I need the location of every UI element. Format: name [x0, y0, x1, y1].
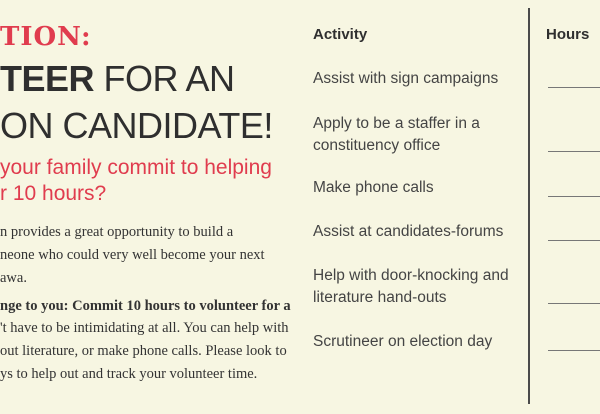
- activity-item: Make phone calls: [313, 179, 434, 196]
- activity-item: Assist at candidates-forums: [313, 223, 504, 240]
- body-line: out literature, or make phone calls. Please look to: [0, 343, 287, 359]
- subheading-line-1: your family commit to helping: [0, 156, 272, 179]
- headline-rest: FOR AN: [94, 58, 235, 99]
- subheading-line-2: r 10 hours?: [0, 182, 107, 205]
- activity-item: Apply to be a staffer in a constituency office: [313, 115, 480, 154]
- headline-line-2: ON CANDIDATE!: [0, 105, 273, 146]
- activity-item: Assist with sign campaigns: [313, 70, 499, 87]
- hours-blank-line[interactable]: [548, 87, 600, 88]
- activity-item: Scrutineer on election day: [313, 333, 493, 350]
- body-line: neone who could very well become your next: [0, 247, 265, 263]
- challenge-line: nge to you: Commit 10 hours to volunteer for a: [0, 298, 291, 314]
- hours-blank-line[interactable]: [548, 196, 600, 197]
- hours-blank-line[interactable]: [548, 303, 600, 304]
- activity-column-header: Activity: [313, 26, 368, 43]
- headline-line-1: [0, 58, 235, 100]
- body-line: awa.: [0, 270, 27, 286]
- body-line: ys to help out and track your volunteer time.: [0, 366, 258, 382]
- body-line: 't have to be intimidating at all. You can help with: [0, 320, 289, 336]
- activity-item: Help with door-knocking and literature hand-outs: [313, 267, 509, 306]
- body-line: n provides a great opportunity to build a: [0, 224, 234, 240]
- hours-blank-line[interactable]: [548, 350, 600, 351]
- hours-blank-line[interactable]: [548, 240, 600, 241]
- column-divider: [528, 8, 530, 404]
- headline-bold: TEER: [0, 58, 95, 99]
- hours-blank-line[interactable]: [548, 151, 600, 152]
- kicker-heading: TION:: [0, 22, 92, 52]
- hours-column-header: Hours: [546, 26, 590, 43]
